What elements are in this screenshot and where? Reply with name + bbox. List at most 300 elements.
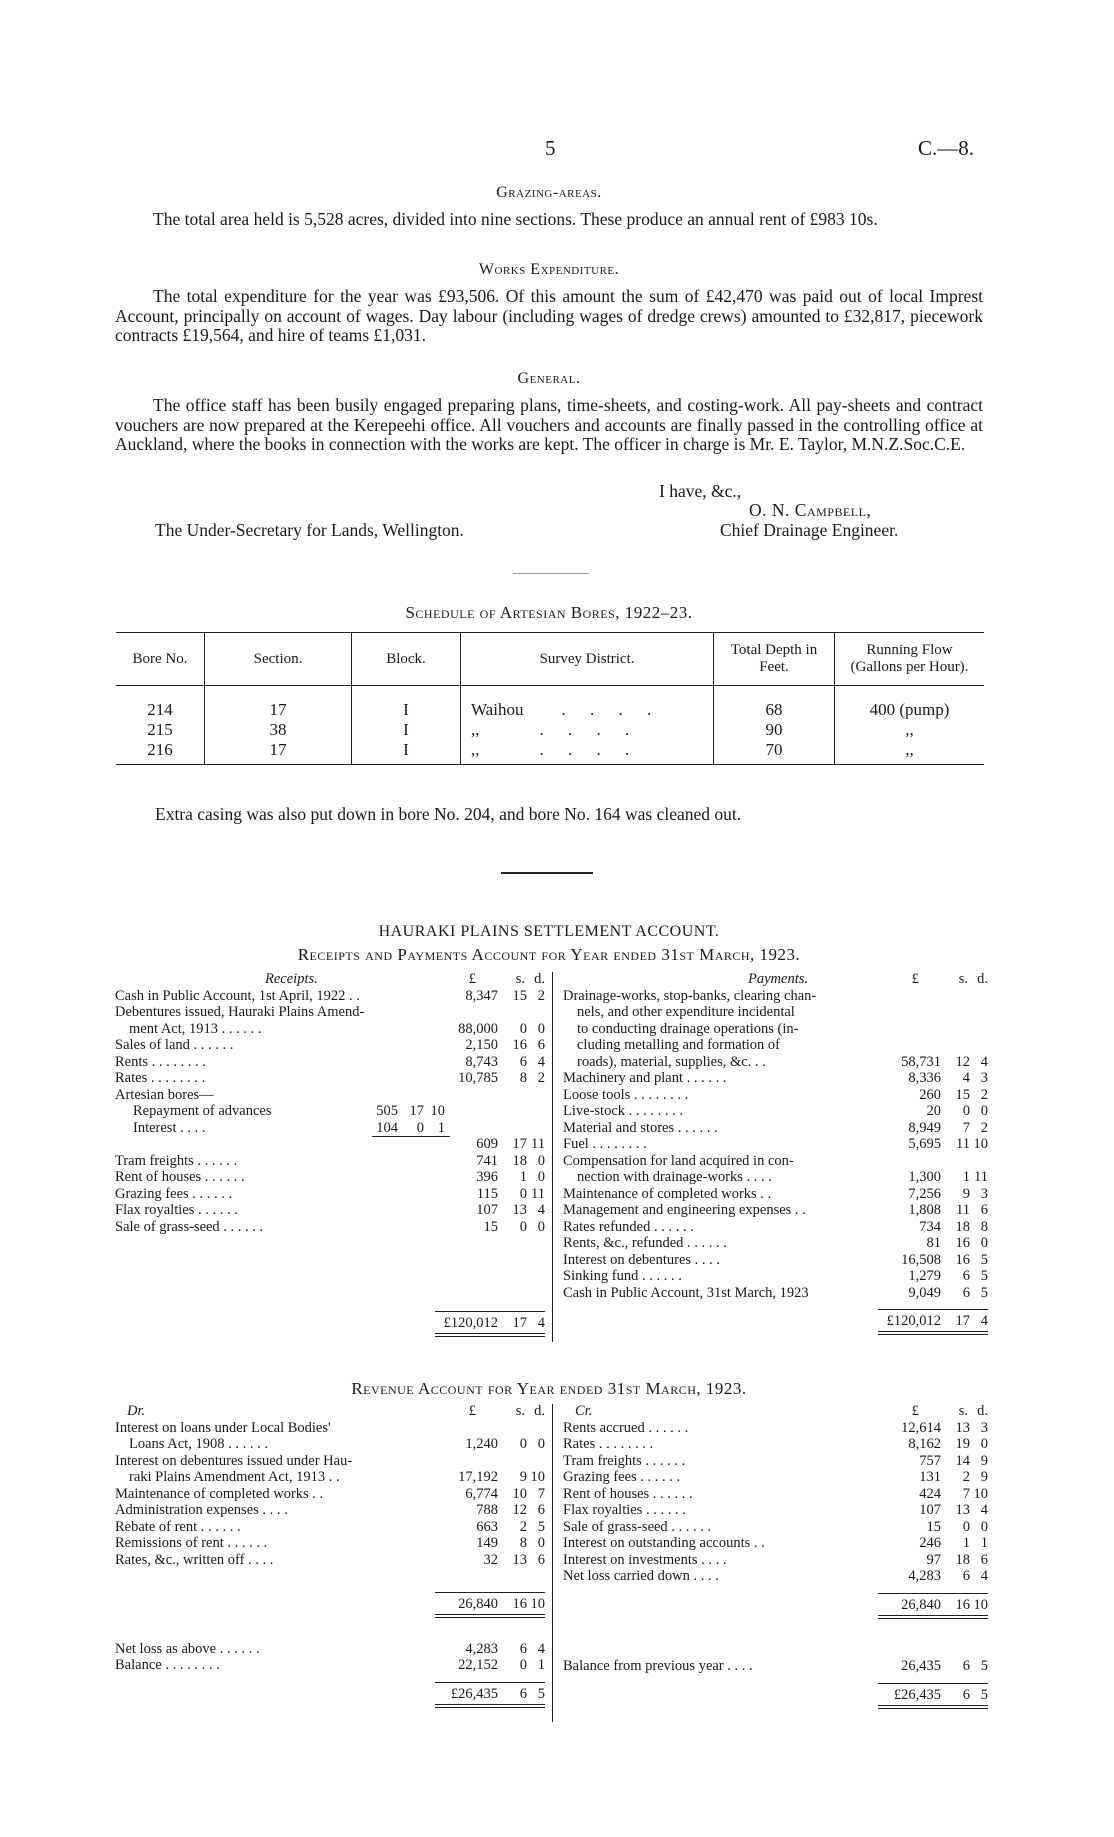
amount-shillings: 18 — [955, 1218, 970, 1235]
general-heading: General. — [517, 370, 581, 387]
amount-pounds: 4,283 — [908, 1568, 941, 1584]
line-label: Sale of grass-seed . . . . . . — [115, 1218, 264, 1235]
account-line — [563, 1519, 988, 1536]
amount-pence: 0 — [980, 1103, 988, 1119]
account-header: Payments. — [748, 971, 808, 987]
amount-pounds: 15 — [926, 1518, 941, 1535]
amount-pounds: 16,508 — [901, 1251, 941, 1268]
amount-shillings: 6 — [519, 1685, 527, 1702]
table-row: 215 38 I ,, . . . . 90 ,, — [116, 720, 984, 740]
column-head-pounds: £ — [911, 971, 919, 987]
account-line — [563, 1552, 988, 1569]
receipts-payments-title: Receipts and Payments Account for Year ended 31st March, 1923. — [297, 945, 801, 964]
amount-pounds: 1,808 — [908, 1202, 941, 1218]
amount-pounds: 17,192 — [458, 1469, 498, 1485]
amount-pence: 0 — [537, 1169, 545, 1185]
line-label: Rent of houses . . . . . . — [563, 1485, 693, 1502]
amount-pence: 5 — [980, 1658, 988, 1674]
amount-pounds: 246 — [919, 1535, 941, 1551]
line-label: Rents, &c., refunded . . . . . . — [563, 1235, 727, 1251]
col-survey-district: Survey District. — [461, 633, 714, 686]
amount-shillings: 7 — [962, 1119, 970, 1136]
signoff-greeting: I have, &c., — [659, 481, 742, 501]
account-line — [115, 1037, 545, 1054]
column-head-shillings: s. — [515, 971, 525, 987]
line-label: Flax royalties . . . . . . — [563, 1502, 686, 1518]
amount-shillings: 18 — [955, 1551, 970, 1568]
account-total — [115, 1686, 545, 1703]
account-line — [563, 1120, 988, 1137]
amount-pounds: 6,774 — [465, 1485, 498, 1502]
account-line — [115, 1070, 545, 1087]
account-line — [563, 1054, 988, 1071]
amount-pence: 10 — [973, 1596, 988, 1613]
amount-pence: 0 — [537, 1218, 545, 1235]
account-line — [563, 1436, 988, 1453]
account-line — [115, 1021, 545, 1038]
amount-pounds: 149 — [476, 1535, 498, 1551]
amount-pounds: 22,152 — [458, 1657, 498, 1673]
amount-shillings: 6 — [962, 1658, 970, 1674]
amount-pounds: 8,336 — [908, 1070, 941, 1086]
amount-pence: 10 — [530, 1596, 545, 1612]
column-head-pence: d. — [977, 1403, 988, 1419]
amount-pounds: 26,840 — [901, 1596, 941, 1613]
amount-pence: 0 — [537, 1436, 545, 1452]
line-label: Administration expenses . . . . — [115, 1502, 288, 1518]
amount-pounds: 26,840 — [458, 1596, 498, 1612]
amount-pounds: 97 — [926, 1551, 941, 1568]
amount-pounds: £26,435 — [893, 1686, 941, 1703]
amount-shillings: 4 — [962, 1070, 970, 1086]
amount-pounds: 32 — [483, 1551, 498, 1568]
amount-pence: 6 — [537, 1551, 545, 1568]
account-line — [563, 1535, 988, 1552]
line-label: nection with drainage-works . . . . — [577, 1169, 772, 1185]
account-line — [115, 1552, 545, 1569]
account-line — [563, 1469, 988, 1486]
line-label: Interest . . . . — [133, 1119, 206, 1136]
amount-pence: 5 — [980, 1284, 988, 1301]
account-line — [563, 1186, 988, 1203]
amount-pounds: 505 — [376, 1103, 398, 1119]
revenue-credit — [563, 1403, 988, 1703]
line-label: Balance . . . . . . . . — [115, 1657, 220, 1673]
amount-pence: 6 — [980, 1202, 988, 1218]
amount-shillings: 15 — [512, 987, 527, 1004]
amount-pence: 0 — [980, 1518, 988, 1535]
account-line — [115, 1004, 545, 1021]
amount-shillings: 16 — [512, 1037, 527, 1053]
amount-pounds: 1,300 — [908, 1169, 941, 1185]
amount-shillings: 6 — [519, 1053, 527, 1070]
line-label: Loose tools . . . . . . . . — [563, 1086, 689, 1103]
amount-shillings: 13 — [512, 1551, 527, 1568]
account-line — [563, 1658, 988, 1675]
amount-pounds: 5,695 — [908, 1136, 941, 1152]
account-total — [115, 1315, 545, 1332]
amount-pence: 0 — [980, 1235, 988, 1251]
amount-pence: 4 — [980, 1502, 988, 1518]
grazing-paragraph: The total area held is 5,528 acres, divided into nine sections. These produce an annual rent of £983 10s. — [153, 209, 878, 229]
amount-pounds: £120,012 — [443, 1315, 498, 1331]
line-label: Cash in Public Account, 1st April, 1922 . . — [115, 987, 360, 1004]
amount-shillings: 11 — [956, 1136, 970, 1152]
column-head-pence: d. — [534, 1403, 545, 1419]
column-divider — [552, 1404, 553, 1722]
amount-pence: 5 — [537, 1518, 545, 1535]
amount-pence: 4 — [537, 1053, 545, 1070]
account-line — [115, 1469, 545, 1486]
amount-shillings: 8 — [519, 1070, 527, 1086]
line-label: Compensation for land acquired in con- — [563, 1152, 794, 1169]
amount-pence: 6 — [980, 1551, 988, 1568]
line-label: Net loss carried down . . . . — [563, 1568, 719, 1584]
amount-shillings: 7 — [962, 1485, 970, 1502]
amount-shillings: 1 — [519, 1169, 527, 1185]
col-section: Section. — [205, 633, 352, 686]
account-line — [563, 1103, 988, 1120]
amount-pence: 0 — [980, 1436, 988, 1452]
amount-pence: 6 — [537, 1502, 545, 1518]
amount-pounds: 10,785 — [458, 1070, 498, 1086]
bores-table — [116, 632, 984, 765]
amount-shillings: 0 — [519, 1020, 527, 1037]
signoff-title: Chief Drainage Engineer. — [720, 520, 899, 540]
line-label: Rates . . . . . . . . — [115, 1070, 206, 1086]
amount-pounds: £120,012 — [886, 1313, 941, 1329]
line-label: raki Plains Amendment Act, 1913 . . — [129, 1469, 340, 1485]
amount-pence: 6 — [537, 1037, 545, 1053]
line-label: Debentures issued, Hauraki Plains Amend- — [115, 1004, 365, 1020]
account-line — [563, 1037, 988, 1054]
amount-pence: 10 — [973, 1136, 988, 1152]
line-label: Material and stores . . . . . . — [563, 1119, 718, 1136]
account-line — [115, 1420, 545, 1437]
line-label: Interest on debentures . . . . — [563, 1251, 721, 1268]
amount-pounds: 107 — [919, 1502, 941, 1518]
account-line — [115, 1186, 545, 1203]
line-label: Interest on loans under Local Bodies' — [115, 1419, 331, 1436]
column-head-pence: d. — [977, 971, 988, 987]
column-head-shillings: s. — [515, 1403, 525, 1419]
amount-shillings: 1 — [962, 1535, 970, 1551]
line-label: Live-stock . . . . . . . . — [563, 1103, 684, 1119]
amount-pounds: 4,283 — [465, 1640, 498, 1657]
amount-shillings: 19 — [955, 1436, 970, 1452]
account-line — [563, 1004, 988, 1021]
account-line — [563, 1285, 988, 1302]
amount-shillings: 6 — [962, 1568, 970, 1584]
amount-shillings: 0 — [519, 1185, 527, 1202]
amount-pence: 0 — [537, 1535, 545, 1551]
account-line — [563, 1087, 988, 1104]
amount-shillings: 6 — [962, 1268, 970, 1284]
line-label: Grazing fees . . . . . . — [115, 1185, 233, 1202]
amount-shillings: 1 — [962, 1169, 970, 1185]
amount-shillings: 9 — [519, 1469, 527, 1485]
amount-pence: 10 — [530, 1469, 545, 1485]
amount-pounds: 8,162 — [908, 1436, 941, 1452]
amount-shillings: 13 — [955, 1419, 970, 1436]
account-total — [563, 1687, 988, 1704]
col-block: Block. — [352, 633, 461, 686]
account-line — [563, 1235, 988, 1252]
column-head-pounds: £ — [468, 971, 476, 987]
amount-pounds: 107 — [476, 1202, 498, 1218]
general-paragraph: The office staff has been busily engaged preparing plans, time-sheets, and costing-work. All pay-sheets and contract vouchers are now prepared at the Kerepeehi office. All vouchers and accounts are finally passed in the controlling office at Auckland, where the books in connection with the works are kept. The officer in charge is Mr. E. Taylor, M.N.Z.Soc.C.E. — [115, 395, 983, 454]
column-head-shillings: s. — [958, 1403, 968, 1419]
amount-pence: 1 — [537, 1657, 545, 1673]
addressee: The Under-Secretary for Lands, Wellington. — [155, 520, 464, 540]
divider — [513, 573, 589, 574]
account-line — [563, 1453, 988, 1470]
schedule-title: Schedule of Artesian Bores, 1922–23. — [405, 603, 693, 622]
line-label: Sale of grass-seed . . . . . . — [563, 1518, 712, 1535]
account-line — [115, 1169, 545, 1186]
amount-pounds: 7,256 — [908, 1185, 941, 1202]
account-line — [115, 1657, 545, 1674]
line-label: cluding metalling and formation of — [577, 1037, 780, 1053]
amount-pence: 1 — [437, 1119, 445, 1136]
amount-shillings: 6 — [962, 1686, 970, 1703]
hauraki-title: HAURAKI PLAINS SETTLEMENT ACCOUNT. — [378, 923, 720, 940]
account-header: Dr. — [127, 1403, 146, 1419]
line-label: Maintenance of completed works . . — [563, 1185, 772, 1202]
amount-shillings: 16 — [955, 1235, 970, 1251]
amount-pounds: 663 — [476, 1518, 498, 1535]
account-line — [563, 1486, 988, 1503]
line-label: ment Act, 1913 . . . . . . — [129, 1020, 262, 1037]
line-label: Drainage-works, stop-banks, clearing chan- — [563, 987, 817, 1004]
amount-pence: 5 — [980, 1268, 988, 1284]
amount-pence: 4 — [980, 1313, 988, 1329]
amount-shillings: 11 — [956, 1202, 970, 1218]
column-head-pounds: £ — [911, 1403, 919, 1419]
amount-pence: 10 — [430, 1103, 445, 1119]
line-label: Rates . . . . . . . . — [563, 1436, 654, 1452]
amount-shillings: 16 — [955, 1251, 970, 1268]
account-line — [563, 1153, 988, 1170]
amount-pence: 5 — [537, 1685, 545, 1702]
account-line — [115, 1103, 545, 1120]
account-line — [563, 1136, 988, 1153]
line-label: Repayment of advances — [133, 1103, 272, 1119]
account-line — [563, 1169, 988, 1186]
account-line — [563, 1202, 988, 1219]
amount-pence: 5 — [980, 1251, 988, 1268]
amount-pounds: 788 — [476, 1502, 498, 1518]
page-number: 5 — [545, 136, 556, 160]
account-line — [115, 1087, 545, 1104]
amount-pence: 5 — [980, 1686, 988, 1703]
line-label: Grazing fees . . . . . . — [563, 1469, 681, 1485]
amount-pounds: 115 — [476, 1185, 498, 1202]
account-total — [115, 1596, 545, 1613]
amount-shillings: 17 — [512, 1315, 527, 1331]
line-label: Interest on investments . . . . — [563, 1551, 727, 1568]
account-line — [115, 1136, 545, 1153]
amount-pence: 1 — [980, 1535, 988, 1551]
amount-shillings: 17 — [409, 1103, 424, 1119]
account-line — [115, 1535, 545, 1552]
amount-shillings: 6 — [962, 1284, 970, 1301]
amount-pounds: 12,614 — [901, 1419, 941, 1436]
amount-pence: 9 — [980, 1452, 988, 1469]
amount-pounds: 1,279 — [908, 1268, 941, 1284]
amount-pence: 7 — [537, 1485, 545, 1502]
amount-pounds: 58,731 — [901, 1053, 941, 1070]
amount-pounds: 88,000 — [458, 1020, 498, 1037]
amount-pence: 4 — [537, 1640, 545, 1657]
account-header: Receipts. — [265, 971, 318, 987]
amount-pounds: 741 — [476, 1152, 498, 1169]
amount-pounds: 131 — [919, 1469, 941, 1485]
table-row: 214 17 I Waihou . . . . 68 400 (pump) — [116, 700, 984, 720]
amount-pence: 11 — [974, 1169, 988, 1185]
amount-shillings: 0 — [416, 1119, 424, 1136]
column-head-shillings: s. — [958, 971, 968, 987]
account-line — [563, 1568, 988, 1585]
account-line — [115, 1453, 545, 1470]
amount-pence: 11 — [531, 1185, 545, 1202]
line-label: Fuel . . . . . . . . — [563, 1136, 647, 1152]
amount-pence: 8 — [980, 1218, 988, 1235]
amount-pence: 10 — [973, 1485, 988, 1502]
amount-pounds: 424 — [919, 1485, 941, 1502]
amount-pence: 0 — [537, 1020, 545, 1037]
line-label: Tram freights . . . . . . — [115, 1152, 238, 1169]
line-label: nels, and other expenditure incidental — [577, 1004, 795, 1020]
amount-shillings: 10 — [512, 1485, 527, 1502]
amount-shillings: 2 — [962, 1469, 970, 1485]
amount-shillings: 13 — [955, 1502, 970, 1518]
amount-pounds: 104 — [376, 1119, 398, 1136]
amount-shillings: 0 — [519, 1436, 527, 1452]
line-label: Rebate of rent . . . . . . — [115, 1518, 241, 1535]
account-line — [115, 1202, 545, 1219]
amount-pence: 4 — [537, 1315, 545, 1331]
account-line — [115, 1502, 545, 1519]
account-header: Cr. — [575, 1403, 593, 1419]
amount-shillings: 17 — [512, 1136, 527, 1152]
works-heading: Works Expenditure. — [478, 261, 620, 278]
line-label: Management and engineering expenses . . — [563, 1202, 806, 1218]
line-label: Rent of houses . . . . . . — [115, 1169, 245, 1185]
amount-shillings: 12 — [955, 1053, 970, 1070]
line-label: Tram freights . . . . . . — [563, 1452, 686, 1469]
amount-shillings: 0 — [962, 1103, 970, 1119]
amount-shillings: 18 — [512, 1152, 527, 1169]
col-running-flow: Running Flow (Gallons per Hour). — [835, 633, 985, 686]
account-line — [115, 1219, 545, 1236]
line-label: Interest on debentures issued under Hau- — [115, 1452, 353, 1469]
amount-shillings: 14 — [955, 1452, 970, 1469]
revenue-title: Revenue Account for Year ended 31st March, 1923. — [351, 1379, 747, 1398]
amount-pounds: 734 — [919, 1218, 941, 1235]
col-total-depth: Total Depth in Feet. — [714, 633, 835, 686]
amount-pounds: 8,347 — [465, 987, 498, 1004]
amount-shillings: 15 — [955, 1086, 970, 1103]
account-line — [563, 1252, 988, 1269]
revenue-debit — [115, 1403, 545, 1702]
line-label: Rents . . . . . . . . — [115, 1053, 207, 1070]
line-label: Artesian bores— — [115, 1086, 214, 1103]
line-label: Rates refunded . . . . . . — [563, 1218, 694, 1235]
amount-shillings: 0 — [962, 1518, 970, 1535]
account-line — [115, 1486, 545, 1503]
amount-shillings: 8 — [519, 1535, 527, 1551]
amount-shillings: 17 — [955, 1313, 970, 1329]
amount-pence: 3 — [980, 1185, 988, 1202]
line-label: Rents accrued . . . . . . — [563, 1419, 689, 1436]
amount-pounds: 396 — [476, 1169, 498, 1185]
amount-pence: 11 — [531, 1136, 545, 1152]
col-bore-no: Bore No. — [116, 633, 205, 686]
receipts-account — [115, 971, 545, 1332]
amount-pence: 2 — [980, 1119, 988, 1136]
amount-pence: 9 — [980, 1469, 988, 1485]
grazing-heading: Grazing-areas. — [496, 184, 602, 201]
amount-shillings: 0 — [519, 1657, 527, 1673]
account-total — [563, 1597, 988, 1614]
amount-pounds: 609 — [476, 1136, 498, 1152]
line-label: Remissions of rent . . . . . . — [115, 1535, 268, 1551]
schedule-note: Extra casing was also put down in bore No. 204, and bore No. 164 was cleaned out. — [155, 804, 742, 824]
line-label: Loans Act, 1908 . . . . . . — [129, 1436, 268, 1452]
account-line — [563, 1070, 988, 1087]
account-line — [115, 1054, 545, 1071]
line-label: roads), material, supplies, &c. . . — [577, 1053, 766, 1070]
amount-shillings: 13 — [512, 1202, 527, 1218]
amount-pence: 2 — [537, 1070, 545, 1086]
works-paragraph: The total expenditure for the year was £93,506. Of this amount the sum of £42,470 was paid out of local Imprest Account, principally on account of wages. Day labour (including wages of dredge crews) amounted to £32,817, piecework contracts £19,564, and hire of teams £1,031. — [115, 286, 983, 345]
line-label: Rates, &c., written off . . . . — [115, 1551, 274, 1568]
account-line — [563, 1502, 988, 1519]
table-header-row — [116, 633, 984, 686]
account-line — [115, 1436, 545, 1453]
amount-pounds: 8,743 — [465, 1053, 498, 1070]
amount-pounds: 20 — [926, 1103, 941, 1119]
account-line — [563, 988, 988, 1005]
amount-pence: 2 — [980, 1086, 988, 1103]
account-line — [563, 1268, 988, 1285]
account-line — [115, 988, 545, 1005]
account-line — [563, 1219, 988, 1236]
amount-pounds: 26,435 — [901, 1658, 941, 1674]
amount-pence: 4 — [537, 1202, 545, 1218]
amount-pounds: 260 — [919, 1086, 941, 1103]
amount-pence: 4 — [980, 1053, 988, 1070]
amount-pounds: 8,949 — [908, 1119, 941, 1136]
account-line — [563, 1420, 988, 1437]
line-label: Maintenance of completed works . . — [115, 1485, 324, 1502]
amount-shillings: 9 — [962, 1185, 970, 1202]
amount-pounds: 15 — [483, 1218, 498, 1235]
amount-pounds: 9,049 — [908, 1284, 941, 1301]
line-label: Balance from previous year . . . . — [563, 1658, 753, 1674]
line-label: Cash in Public Account, 31st March, 1923 — [563, 1284, 809, 1301]
amount-pence: 4 — [980, 1568, 988, 1584]
account-line — [115, 1519, 545, 1536]
account-line — [115, 1153, 545, 1170]
line-label: Sales of land . . . . . . — [115, 1037, 234, 1053]
amount-pounds: 1,240 — [465, 1436, 498, 1452]
amount-shillings: 6 — [519, 1640, 527, 1657]
amount-pounds: 81 — [926, 1235, 941, 1251]
amount-pounds: £26,435 — [450, 1685, 498, 1702]
column-head-pounds: £ — [468, 1403, 476, 1419]
